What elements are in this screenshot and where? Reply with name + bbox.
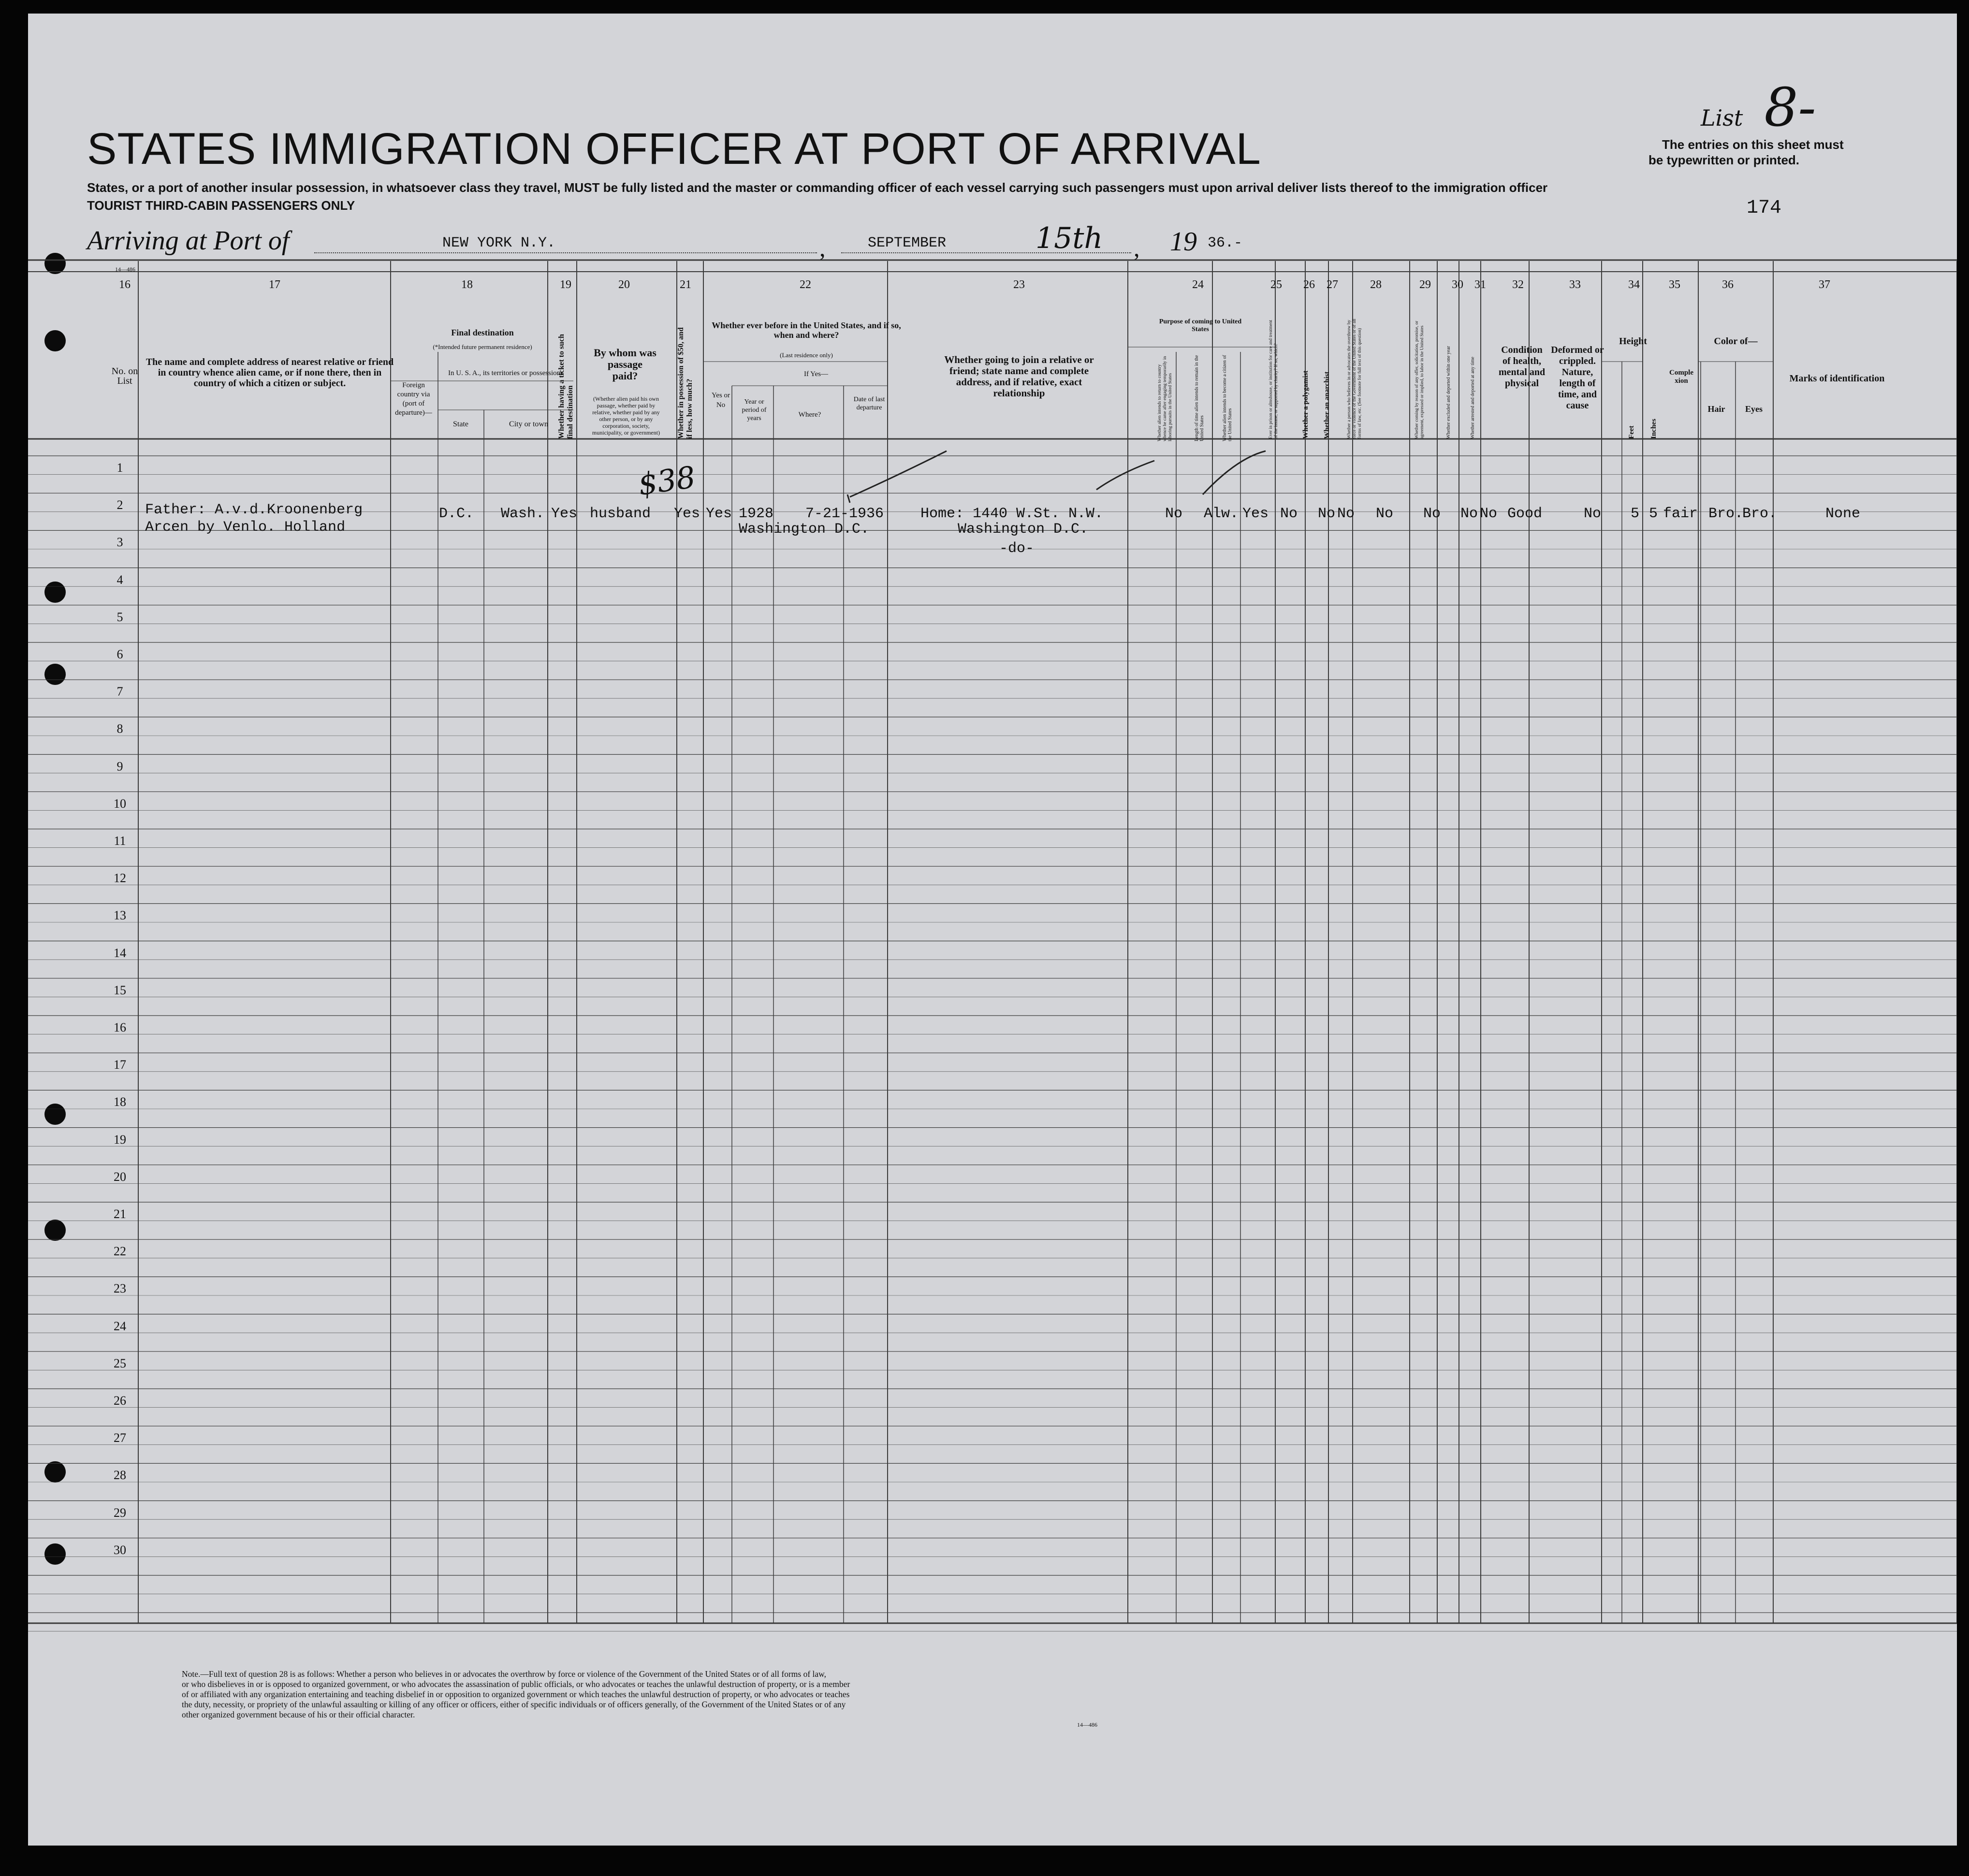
header-going-to-join: Whether going to join a relative or friend; state name and complete address, and if relative, exact relationship xyxy=(944,354,1094,399)
joining-ditto: -do- xyxy=(999,540,1035,557)
arriving-label: Arriving at Port of xyxy=(87,226,290,256)
col-num-37: 37 xyxy=(1819,278,1830,291)
deformed-answer: No xyxy=(1584,506,1602,522)
marks-answer: None xyxy=(1825,506,1861,522)
list-number: 8- xyxy=(1764,76,1816,138)
row-number: 21 xyxy=(114,1207,126,1221)
header-anarchist: Whether an anarchist xyxy=(1323,371,1331,439)
col-num-20: 20 xyxy=(618,278,630,291)
date-last-departure: 7-21-1936 xyxy=(805,506,884,522)
header-no-on-list: No. on List xyxy=(111,366,138,386)
col-num-25: 25 xyxy=(1270,278,1282,291)
hair-color: Bro. xyxy=(1708,506,1744,522)
page-title: STATES IMMIGRATION OFFICER AT PORT OF ARRIVAL xyxy=(87,124,1261,174)
header-purpose-citizen: Whether alien intends to become a citizen of the United States xyxy=(1222,355,1233,441)
footnote-line: the duty, necessity, or propriety of the unlawful assaulting or killing of any officer or officers, either of specific individuals or of officers generally, of the Government of the United States or of any xyxy=(182,1700,846,1709)
destination-city: Wash. xyxy=(501,506,545,522)
header-foreign-country: Foreign country via (port of departure)— xyxy=(395,381,432,417)
day: 15th xyxy=(1036,221,1103,255)
row-number: 29 xyxy=(114,1505,126,1520)
header-city: City or town xyxy=(509,420,548,428)
joining-city: Washington D.C. xyxy=(958,521,1089,538)
row-number: 11 xyxy=(114,834,126,848)
header-purpose: Purpose of coming to United States xyxy=(1159,318,1242,333)
header-usa: In U. S. A., its territories or possessions xyxy=(448,369,563,377)
col-num-26: 26 xyxy=(1303,278,1315,291)
row-number: 18 xyxy=(114,1095,126,1109)
col-num-23: 23 xyxy=(1013,278,1025,291)
row-number: 7 xyxy=(117,684,123,699)
header-q30: Whether excluded and deported within one year xyxy=(1446,346,1451,439)
money-handwritten: $38 xyxy=(636,459,698,502)
row-number: 26 xyxy=(114,1394,126,1408)
year-period: 1928 xyxy=(739,506,774,522)
purpose-return: No xyxy=(1165,506,1183,522)
header-hair: Hair xyxy=(1707,404,1725,414)
header-complexion: Complexion xyxy=(1669,369,1693,385)
header-q28: Whether a person who believes in or advocates the overthrow by force or violence of the Government of the United States or of all forms of law, etc. (See footnote for full text of this question) xyxy=(1347,319,1362,439)
col-num-21: 21 xyxy=(680,278,691,291)
row-number: 25 xyxy=(114,1356,126,1370)
month: SEPTEMBER xyxy=(868,235,947,251)
col-num-32: 32 xyxy=(1512,278,1524,291)
header-health: Condition of health, mental and physical xyxy=(1498,345,1546,389)
header-deformed: Deformed or crippled. Nature, length of time, and cause xyxy=(1551,345,1604,411)
header-yes-no: Yes or No xyxy=(711,392,730,409)
destination-state: D.C. xyxy=(439,506,474,522)
q29-answer: No xyxy=(1423,506,1441,522)
row-number: 30 xyxy=(114,1542,126,1557)
ticket-answer: Yes xyxy=(551,506,578,522)
footnote-line: Note.—Full text of question 28 is as follows: Whether a person who believes in or advocates the overthrow by force or violence of the Government of the United States or of all forms of law, xyxy=(182,1669,827,1679)
header-before-in-us: Whether ever before in the United States, and if so, when and where? xyxy=(712,320,901,340)
col-num-34: 34 xyxy=(1628,278,1640,291)
header-where: Where? xyxy=(798,411,821,419)
footnote-code: 14—486 xyxy=(1077,1721,1097,1728)
form-code-top: 14—486 xyxy=(115,266,135,273)
row-number: 10 xyxy=(114,796,126,811)
anarchist-answer: No xyxy=(1337,506,1355,522)
port: NEW YORK N.Y. xyxy=(442,235,556,251)
manifest-sheet xyxy=(28,14,1957,1846)
header-marks: Marks of identification xyxy=(1789,373,1885,384)
col-num-24: 24 xyxy=(1192,278,1204,291)
col-num-28: 28 xyxy=(1370,278,1382,291)
header-prison: Ever in prison or almshouse, or institution for care and treatment of the insane, or supported by charity? If so, which? xyxy=(1269,320,1279,439)
instructions-line-2: be typewritten or printed. xyxy=(1648,153,1800,167)
col-num-19: 19 xyxy=(560,278,571,291)
header-relative: The name and complete address of nearest relative or friend in country whence alien came, or if none there, then in country of which a citizen or subject. xyxy=(146,357,394,389)
header-polygamist: Whether a polygamist xyxy=(1302,370,1310,439)
header-q31: Whether arrested and deported at any time xyxy=(1470,357,1475,439)
q28-answer: No xyxy=(1376,506,1394,522)
where-in-us: Washington D.C. xyxy=(739,521,870,538)
header-height: Height xyxy=(1619,336,1647,347)
header-if-yes: If Yes— xyxy=(803,370,828,378)
row-number: 8 xyxy=(117,722,123,736)
col-num-18: 18 xyxy=(461,278,473,291)
row-number: 9 xyxy=(117,759,123,773)
header-date-departure: Date of last departure xyxy=(853,396,885,411)
col-num-17: 17 xyxy=(269,278,280,291)
row-number: 4 xyxy=(117,572,123,587)
comma: , xyxy=(1134,234,1140,262)
passage-paid-by: husband xyxy=(590,506,651,522)
instructions-line-1: The entries on this sheet must xyxy=(1662,137,1844,152)
joining-address: Home: 1440 W.St. N.W. xyxy=(920,506,1104,522)
health-answer: Good xyxy=(1507,506,1543,522)
footnote-line: other organized government because of his or their official character. xyxy=(182,1710,415,1719)
page-number: 174 xyxy=(1747,197,1782,219)
col-num-22: 22 xyxy=(800,278,811,291)
money-answer: Yes xyxy=(674,506,700,522)
eye-color: Bro. xyxy=(1742,506,1778,522)
header-inches: Inches xyxy=(1650,419,1658,439)
col-num-27: 27 xyxy=(1327,278,1338,291)
q30-answer: No xyxy=(1460,506,1478,522)
row-number: 1 xyxy=(117,461,123,475)
header-by-whom-sub: (Whether alien paid his own passage, whether paid by relative, whether paid by any other person, or by any corporation, society, municipality, or government) xyxy=(592,395,660,436)
col-num-31: 31 xyxy=(1474,278,1486,291)
header-final-destination: Final destination xyxy=(451,328,514,337)
row-number: 13 xyxy=(114,908,126,923)
header-year-period: Year or period of years xyxy=(742,398,767,422)
header-before-sub: (Last residence only) xyxy=(780,351,833,359)
row-number: 20 xyxy=(114,1169,126,1184)
row-number: 14 xyxy=(114,945,126,960)
comma: , xyxy=(819,234,826,262)
header-purpose-length: Length of time alien intends to remain in the United States xyxy=(1194,355,1205,441)
row-number: 5 xyxy=(117,610,123,624)
row-number: 22 xyxy=(114,1244,126,1259)
polygamist-answer: No xyxy=(1318,506,1336,522)
header-by-whom: By whom was passage paid? xyxy=(594,347,656,382)
row-number: 27 xyxy=(114,1431,126,1445)
row-number: 6 xyxy=(117,647,123,661)
row-number: 28 xyxy=(114,1468,126,1483)
footnote-line: or who disbelieves in or is opposed to organized government, or who advocates the assassination of public officials, or who advocates or teaches the unlawful destruction of property, or is a member xyxy=(182,1679,850,1689)
relative-address: Arcen by Venlo. Holland xyxy=(145,519,346,536)
relative-name: Father: A.v.d.Kroonenberg xyxy=(145,502,363,518)
year-suffix: 36.- xyxy=(1208,235,1243,251)
height-inches: 5 xyxy=(1649,506,1658,522)
col-num-35: 35 xyxy=(1669,278,1680,291)
row-number: 24 xyxy=(114,1319,126,1333)
row-number: 17 xyxy=(114,1058,126,1072)
q31-answer: No xyxy=(1480,506,1498,522)
purpose-citizen: Yes xyxy=(1242,506,1269,522)
prison-answer: No xyxy=(1280,506,1298,522)
header-feet: Feet xyxy=(1628,425,1635,439)
complexion-answer: fair xyxy=(1663,506,1698,522)
year-prefix: 19 xyxy=(1170,227,1197,257)
row-number: 2 xyxy=(117,498,123,512)
header-purpose-return: Whether alien intends to return to country whence he came after engaging temporarily in laboring pursuits in the United States xyxy=(1157,356,1173,441)
col-num-33: 33 xyxy=(1569,278,1581,291)
row-number: 12 xyxy=(114,871,126,886)
header-q29: Whether coming by reason of any offer, solicitation, promise, or agreement, expressed or implied, to labor in the United States xyxy=(1415,320,1425,439)
header-eyes: Eyes xyxy=(1745,404,1763,414)
col-num-16: 16 xyxy=(119,278,131,291)
header-money: Whether in possession of $50, and if less, how much? xyxy=(677,327,694,439)
col-num-30: 30 xyxy=(1452,278,1463,291)
row-number: 3 xyxy=(117,535,123,550)
header-ticket: Whether having a ticket to such final destination xyxy=(557,334,574,439)
subtitle: States, or a port of another insular possession, in whatsoever class they travel, MUST be fully listed and the master or commanding officer of each vessel carrying such passengers must upon arrival deliver lists thereof to the immigration officer xyxy=(87,180,1548,195)
header-state: State xyxy=(453,420,468,428)
header-final-destination-sub: (*Intended future permanent residence) xyxy=(433,343,532,350)
header-color-of: Color of— xyxy=(1714,336,1758,347)
class-line: TOURIST THIRD-CABIN PASSENGERS ONLY xyxy=(87,198,355,213)
row-number: 15 xyxy=(114,983,126,997)
inspector-check-marks xyxy=(28,14,1957,594)
row-number: 23 xyxy=(114,1281,126,1296)
before-in-us-answer: Yes xyxy=(706,506,732,522)
height-feet: 5 xyxy=(1631,506,1640,522)
purpose-length: Alw. xyxy=(1204,506,1239,522)
col-num-29: 29 xyxy=(1419,278,1431,291)
row-number: 16 xyxy=(114,1020,126,1034)
footnote-line: of or affiliated with any organization entertaining and teaching disbelief in or opposition to organized government or which teaches the unlawful destruction of property, or who advocates or teaches xyxy=(182,1689,850,1699)
col-num-36: 36 xyxy=(1722,278,1734,291)
row-number: 19 xyxy=(114,1132,126,1147)
list-label: List xyxy=(1701,105,1743,131)
